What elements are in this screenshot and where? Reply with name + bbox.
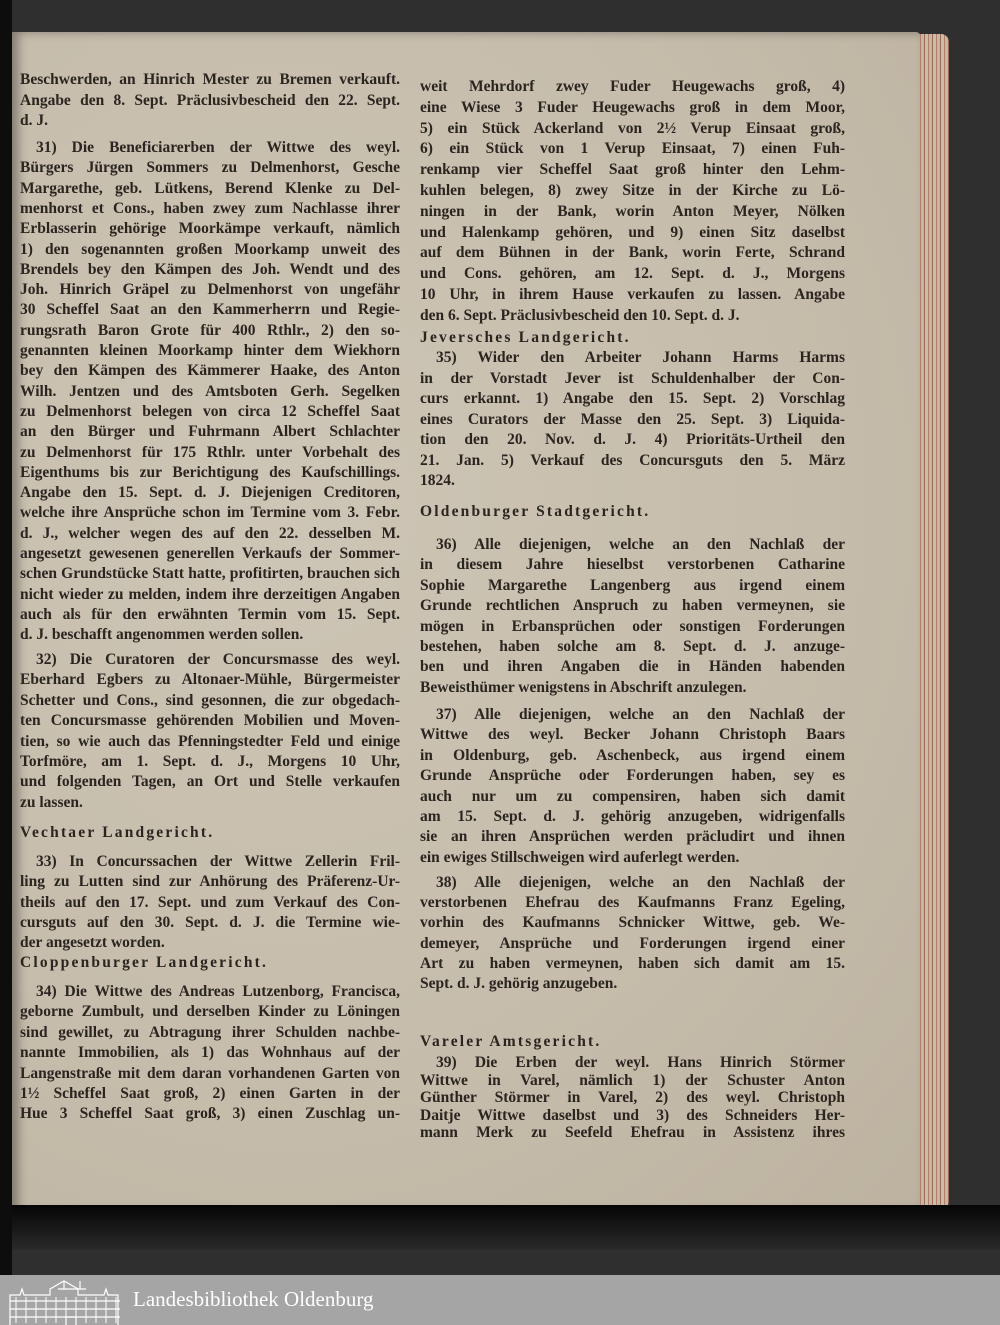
text-line: ling zu Lutten sind zur Anhörung des Präferenz-Ur- — [20, 873, 400, 891]
text-line: Wittwe des weyl. Becker Johann Christoph Baars — [420, 726, 845, 744]
text-line: 35) Wider den Arbeiter Johann Harms Harms — [436, 349, 845, 366]
text-line: 39) Die Erben der weyl. Hans Hinrich Störmer — [436, 1054, 845, 1071]
text-line: Günther Störmer in Varel, 2) des weyl. Christoph — [420, 1089, 845, 1106]
text-line: Beschwerden, an Hinrich Mester zu Bremen verkauft. — [20, 71, 400, 88]
text-line: welche ihre Ansprüche schon im Termine vom 3. Febr. — [20, 504, 400, 522]
text-line: den 6. Sept. Präclusivbescheid den 10. Sept. d. J. — [420, 306, 740, 324]
section-heading: Cloppenburger Landgericht. — [20, 954, 269, 971]
text-line: Bürgers Jürgen Sommers zu Delmenhorst, Gesche — [20, 159, 400, 177]
text-line: 32) Die Curatoren der Concursmasse des weyl. — [36, 651, 400, 668]
text-line: 10 Uhr, in ihrem Hause verkaufen zu lassen. Angabe — [420, 286, 845, 303]
text-line: Beweisthümer wenigstens in Abschrift anzulegen. — [420, 678, 747, 696]
text-line: 1) den sogenannten großen Moorkamp unweit des — [20, 240, 400, 258]
text-line: Sophie Margarethe Langenberg aus irgend einem — [420, 576, 845, 594]
text-line: renkamp vier Scheffel Saat groß hinter den Lehm- — [420, 161, 845, 179]
text-line: in Oldenburg, geb. Aschenbeck, aus irgend einem — [420, 746, 845, 764]
text-line: curs erkannt. 1) Angabe den 15. Sept. 2) Vorschlag — [420, 390, 845, 407]
text-line: geborne Zumbult, und derselben Kinder zu Löningen — [20, 1003, 400, 1021]
text-line: Schetter und Cons., sind gesonnen, die zur obgedach- — [20, 691, 400, 709]
text-line: auch als für den erwähnten Termin vom 15. Sept. — [20, 605, 400, 623]
text-line: 6) ein Stück von 1 Verup Einsaat, 7) einen Fuh- — [420, 140, 845, 158]
text-line: Grunde Ansprüche oder Forderungen haben, sey es — [420, 767, 845, 785]
text-line: auch nur um zu compensiren, haben sich damit — [420, 787, 845, 805]
text-line: tion den 20. Nov. d. J. 4) Prioritäts-Urtheil den — [420, 431, 845, 448]
text-line: nicht wieder zu melden, indem ihre derzeitigen Angaben — [20, 585, 400, 603]
text-line: ein ewiges Stillschweigen wird auferlegt werden. — [420, 848, 740, 866]
text-line: ningen in der Bank, worin Anton Meyer, Nölken — [420, 202, 845, 220]
text-line: angesetzt gewesenen generellen Verkaufs der Sommer- — [20, 545, 400, 562]
text-line: cursguts auf den 30. Sept. d. J. die Termine wie- — [20, 913, 400, 931]
text-line: theils auf den 17. Sept. und zum Verkauf des Con- — [20, 893, 400, 911]
text-line: in der Vorstadt Jever ist Schuldenhalber der Con- — [420, 369, 845, 387]
section-heading: Vareler Amtsgericht. — [420, 1033, 602, 1050]
section-heading: Vechtaer Landgericht. — [20, 824, 215, 841]
text-line: und Cons. gehören, am 12. Sept. d. J., Morgens — [420, 265, 845, 283]
text-line: Brendels bey den Kämpen des Joh. Wendt und des — [20, 260, 400, 278]
section-heading: Oldenburger Stadtgericht. — [420, 503, 651, 520]
text-line: Angabe den 15. Sept. d. J. Diejenigen Creditoren, — [20, 484, 400, 502]
library-name: Landesbibliothek Oldenburg — [133, 1287, 374, 1311]
text-line: genannten kleinen Moorkamp hinter dem Wiekhorn — [20, 342, 400, 359]
text-line: 36) Alle diejenigen, welche an den Nachlaß der — [436, 536, 845, 553]
text-line: d. J., welcher wegen des auf den 22. desselben M. — [20, 524, 400, 542]
text-line: 38) Alle diejenigen, welche an den Nachlaß der — [436, 874, 845, 891]
text-line: Daitje Wittwe daselbst und 3) des Schneiders Her- — [420, 1106, 845, 1124]
text-line: in diesem Jahre hieselbst verstorbenen Catharine — [420, 556, 845, 574]
text-line: weit Mehrdorf zwey Fuder Heugewachs groß, 4) — [420, 78, 845, 95]
text-line: sie an ihren Ansprüchen werden präcludirt und ihnen — [420, 828, 845, 846]
text-line: 30 Scheffel Saat an den Kammerherrn und Regie- — [20, 301, 400, 319]
text-line: schen Grundstücke Statt hatte, profitirten, brauchen sich — [20, 565, 400, 583]
text-line: kuhlen belegen, 8) zwey Sitze in der Kirche zu Lö- — [420, 182, 845, 199]
text-line: Eberhard Egbers zu Altonaer-Mühle, Bürgermeister — [20, 671, 400, 689]
text-line: tien, so wie auch das Pfenningstedter Feld und einige — [20, 732, 400, 750]
text-line: und folgenden Tagen, an Ort und Stelle verkaufen — [20, 773, 400, 791]
text-line: zu Delmenhorst belegen von circa 12 Scheffel Saat — [20, 402, 400, 420]
text-line: eines Curators der Masse den 25. Sept. 3) Liquida- — [420, 410, 845, 428]
text-line: Hue 3 Scheffel Saat groß, 3) einen Zuschlag un- — [20, 1105, 400, 1123]
text-line: rungsrath Baron Grote für 400 Rthlr., 2) den so- — [20, 321, 400, 339]
text-line: Grunde rechtlichen Anspruch zu haben vermeynen, sie — [420, 597, 845, 615]
text-line: 21. Jan. 5) Verkauf des Concursguts den 5. März — [420, 451, 845, 469]
text-line: ben und ihren Angaben die in Händen habenden — [420, 658, 845, 676]
text-line: Eigenthums bis zur Berichtigung des Kaufschillings. — [20, 463, 400, 481]
text-line: 1824. — [420, 472, 455, 489]
text-line: Angabe den 8. Sept. Präclusivbescheid den 22. Sept. — [20, 91, 400, 109]
text-line: auf dem Bühnen in der Bank, worin Ferte, Schrand — [420, 244, 845, 262]
text-line: Joh. Hinrich Gräpel zu Delmenhorst von ungefähr — [20, 281, 400, 299]
text-line: der angesetzt worden. — [20, 934, 165, 952]
text-line: zu lassen. — [20, 793, 83, 811]
text-line: vorhin des Kaufmanns Schnicker Wittwe, geb. We- — [420, 914, 845, 932]
text-line: nannte Immobilien, als 1) das Wohnhaus auf der — [20, 1044, 400, 1062]
footer-bar — [0, 1275, 1000, 1325]
text-line: Sept. d. J. gehörig anzugeben. — [420, 975, 618, 992]
section-heading: Jeversches Landgericht. — [420, 329, 631, 346]
text-line: 37) Alle diejenigen, welche an den Nachlaß der — [436, 706, 845, 723]
text-line: bey den Kämpen des Kämmerer Haake, des Anton — [20, 362, 400, 380]
text-line: 5) ein Stück Ackerland von 2½ Verup Einsaat groß, — [420, 119, 845, 137]
text-line: Art zu haben vermeynen, haben sich damit am 15. — [420, 954, 845, 972]
text-line: bestehen, haben solche am 8. Sept. d. J. anzuge- — [420, 638, 845, 655]
text-line: 34) Die Wittwe des Andreas Lutzenborg, Francisca, — [36, 983, 400, 1000]
page-shadow — [12, 1205, 1000, 1250]
text-line: d. J. — [20, 112, 48, 130]
text-line: Torfmöre, am 1. Sept. d. J., Morgens 10 Uhr, — [20, 753, 400, 770]
text-line: und Halenkamp gehören, und 9) einen Sitz daselbst — [420, 223, 845, 241]
text-line: mann Merk zu Seefeld Ehefrau in Assistenz ihres — [420, 1124, 845, 1141]
text-line: d. J. beschafft angenommen werden sollen. — [20, 626, 304, 644]
text-line: Margarethe, geb. Lütkens, Berend Klenke zu Del- — [20, 179, 400, 197]
text-line: menhorst et Cons., haben zwey zum Nachlasse ihrer — [20, 199, 400, 217]
text-line: 33) In Concurssachen der Wittwe Zellerin Fril- — [36, 853, 400, 870]
text-line: zu Delmenhorst für 175 Rthlr. unter Vorbehalt des — [20, 443, 400, 461]
text-line: Langenstraße mit dem daran vorhandenen Garten von — [20, 1064, 400, 1082]
book-binding — [0, 0, 12, 1275]
text-line: mögen in Erbansprüchen oder sonstigen Forderungen — [420, 617, 845, 635]
text-line: verstorbenen Ehefrau des Kaufmanns Franz Egeling, — [420, 894, 845, 912]
text-line: Wilh. Jentzen und des Amtsboten Gerh. Segelken — [20, 382, 400, 400]
text-line: 31) Die Beneficiarerben der Wittwe des weyl. — [36, 139, 400, 156]
text-line: am 15. Sept. d. J. gehörig anzugeben, widrigenfalls — [420, 808, 845, 825]
text-line: eine Wiese 3 Fuder Heugewachs groß in dem Moor, — [420, 98, 845, 116]
text-line: an den Bürger und Fuhrmann Albert Schlachter — [20, 423, 400, 441]
text-line: 1½ Scheffel Saat groß, 2) einen Garten in der — [20, 1085, 400, 1102]
text-line: Erblasserin gehörige Moorkämpe verkauft, nämlich — [20, 220, 400, 238]
text-line: Wittwe in Varel, nämlich 1) der Schuster Anton — [420, 1071, 845, 1089]
text-line: ten Concursmasse gehörenden Mobilien und Moven- — [20, 712, 400, 730]
text-line: sind gewillet, zu Abtragung ihrer Schulden nachbe- — [20, 1023, 400, 1041]
library-building-logo-icon — [6, 1277, 124, 1325]
text-line: demeyer, Ansprüche und Forderungen irgend einer — [420, 934, 845, 952]
